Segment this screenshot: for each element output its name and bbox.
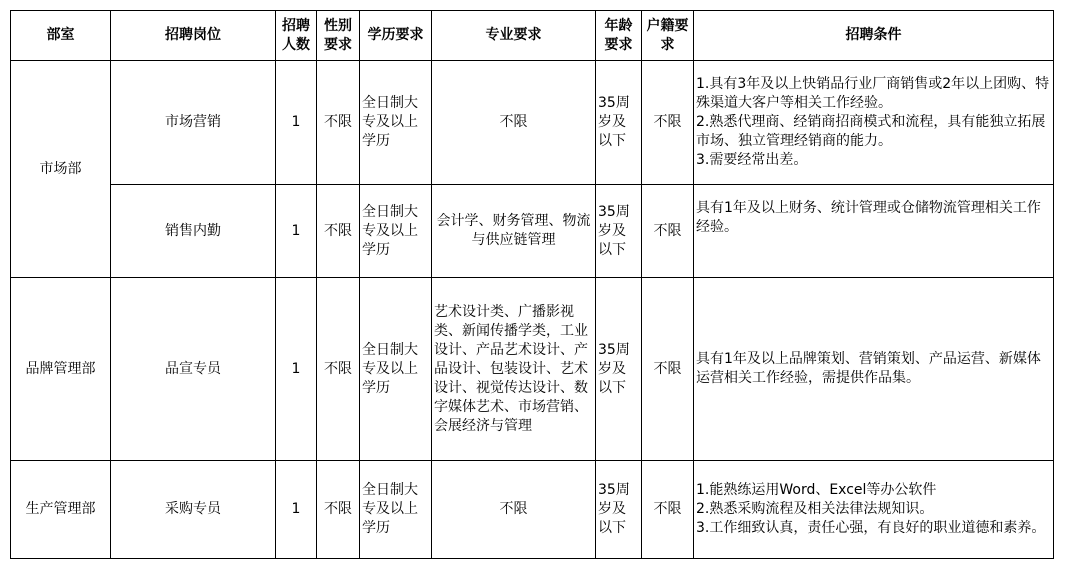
major-cell: 会计学、财务管理、物流与供应链管理 [432,185,596,278]
education-cell: 全日制大专及以上学历 [360,61,432,185]
gender-cell: 不限 [317,61,360,185]
table-row [11,185,1054,278]
age-cell: 35周岁及以下 [596,185,642,278]
age-cell: 35周岁及以下 [596,278,642,461]
major-cell: 艺术设计类、广播影视类、新闻传播学类，工业设计、产品艺术设计、产品设计、包装设计、艺术设计、视觉传达设计、数字媒体艺术、市场营销、会展经济与管理 [432,278,596,461]
conditions-cell [694,61,1054,185]
gender-cell: 不限 [317,278,360,461]
recruitment-table [10,10,1054,559]
hukou-cell: 不限 [642,278,694,461]
position-cell: 市场营销 [111,61,276,185]
table-row [11,61,1054,185]
header-major: 专业要求 [432,11,596,61]
dept-cell: 生产管理部 [11,461,111,559]
condition-line: 2.熟悉采购流程及相关法律法规知识。 [696,501,934,517]
education-cell: 全日制大专及以上学历 [360,461,432,559]
gender-cell: 不限 [317,461,360,559]
header-position: 招聘岗位 [111,11,276,61]
position-cell: 品宣专员 [111,278,276,461]
header-education: 学历要求 [360,11,432,61]
position-cell: 采购专员 [111,461,276,559]
dept-cell: 市场部 [11,61,111,278]
conditions-cell [694,185,1054,278]
condition-line: 1.具有3年及以上快销品行业厂商销售或2年以上团购、特殊渠道大客户等相关工作经验。 [696,76,1050,111]
hukou-cell: 不限 [642,61,694,185]
education-cell: 全日制大专及以上学历 [360,278,432,461]
count-cell: 1 [276,461,317,559]
position-cell: 销售内勤 [111,185,276,278]
major-cell: 不限 [432,61,596,185]
count-cell: 1 [276,185,317,278]
conditions-cell [694,461,1054,559]
condition-line: 具有1年及以上财务、统计管理或仓储物流管理相关工作经验。 [696,200,1041,235]
condition-line: 3.需要经常出差。 [696,152,808,168]
age-cell: 35周岁及以下 [596,61,642,185]
hukou-cell: 不限 [642,185,694,278]
age-cell: 35周岁及以下 [596,461,642,559]
condition-line: 3.工作细致认真，责任心强，有良好的职业道德和素养。 [696,520,1046,536]
header-gender: 性别要求 [317,11,360,61]
count-cell: 1 [276,61,317,185]
header-hukou: 户籍要求 [642,11,694,61]
hukou-cell: 不限 [642,461,694,559]
major-cell: 不限 [432,461,596,559]
header-dept: 部室 [11,11,111,61]
condition-line: 具有1年及以上品牌策划、营销策划、产品运营、新媒体运营相关工作经验，需提供作品集。 [696,351,1041,386]
dept-cell: 品牌管理部 [11,278,111,461]
table-row [11,461,1054,559]
table-row [11,278,1054,461]
education-cell: 全日制大专及以上学历 [360,185,432,278]
condition-line: 1.能熟练运用Word、Excel等办公软件 [696,482,937,498]
conditions-cell [694,278,1054,461]
header-conditions: 招聘条件 [694,11,1054,61]
gender-cell: 不限 [317,185,360,278]
count-cell: 1 [276,278,317,461]
header-row [11,11,1054,61]
condition-line: 2.熟悉代理商、经销商招商模式和流程，具有能独立拓展市场、独立管理经销商的能力。 [696,114,1046,149]
header-count: 招聘人数 [276,11,317,61]
header-age: 年龄要求 [596,11,642,61]
